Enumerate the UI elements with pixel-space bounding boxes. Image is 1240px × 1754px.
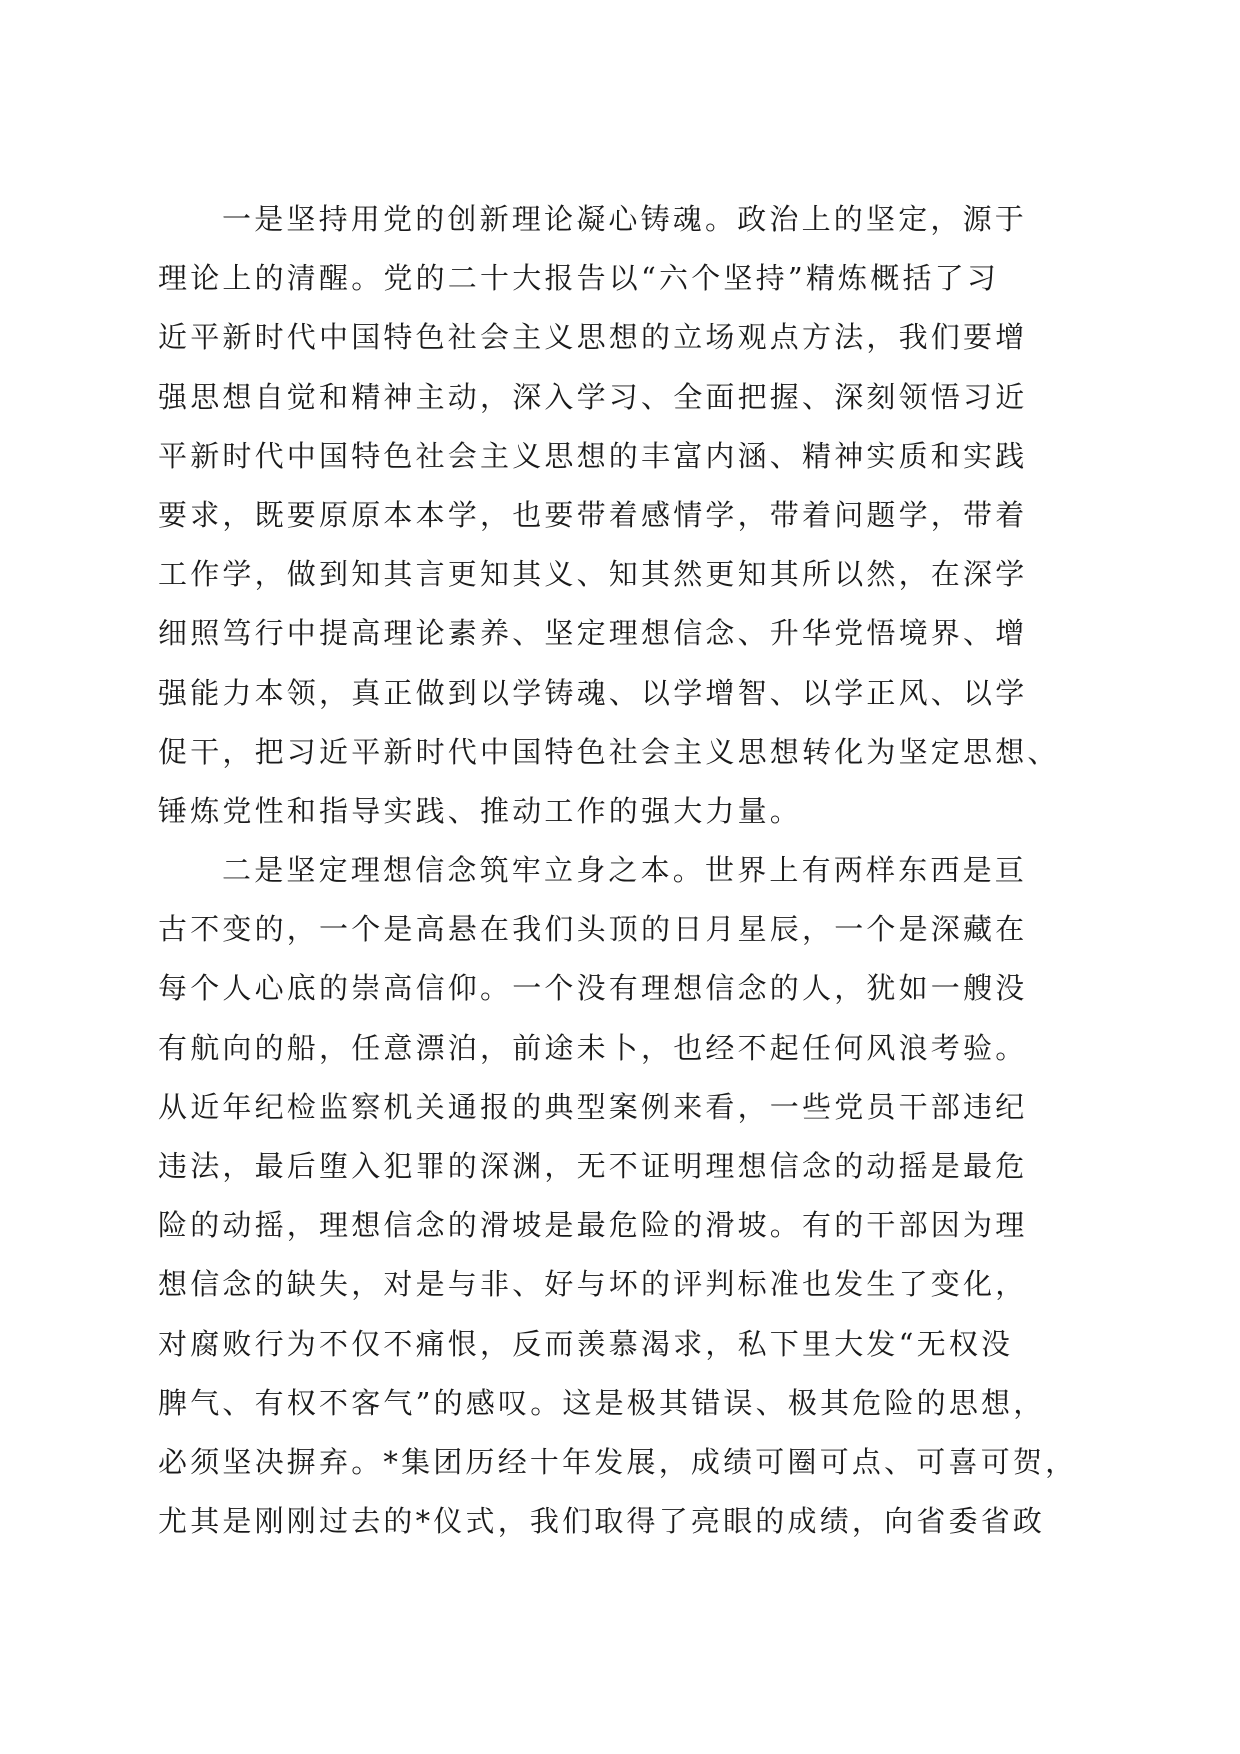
text-line: 每个人心底的崇高信仰。一个没有理想信念的人，犹如一艘没 xyxy=(158,971,1028,1006)
text-line: 平新时代中国特色社会主义思想的丰富内涵、精神实质和实践 xyxy=(158,438,1028,473)
paragraph-2 xyxy=(158,841,1098,1551)
text-line: 古不变的，一个是高悬在我们头顶的日月星辰，一个是深藏在 xyxy=(158,912,1028,947)
text-line: 对腐败行为不仅不痛恨，反而羡慕渴求，私下里大发“无权没 xyxy=(158,1326,1014,1361)
text-line: 想信念的缺失，对是与非、好与坏的评判标准也发生了变化， xyxy=(158,1267,1028,1302)
text-line: 细照笃行中提高理论素养、坚定理想信念、升华党悟境界、增 xyxy=(158,616,1028,651)
text-line: 强思想自觉和精神主动，深入学习、全面把握、深刻领悟习近 xyxy=(158,379,1028,414)
text-line: 锤炼党性和指导实践、推动工作的强大力量。 xyxy=(158,793,803,828)
text-line: 必须坚决摒弃。*集团历经十年发展，成绩可圈可点、可喜可贺， xyxy=(158,1444,1078,1479)
text-line: 强能力本领，真正做到以学铸魂、以学增智、以学正风、以学 xyxy=(158,675,1028,710)
text-line: 近平新时代中国特色社会主义思想的立场观点方法，我们要增 xyxy=(158,320,1028,355)
text-line: 违法，最后堕入犯罪的深渊，无不证明理想信念的动摇是最危 xyxy=(158,1149,1028,1183)
text-line: 脾气、有权不客气”的感叹。这是极其错误、极其危险的思想， xyxy=(158,1385,1046,1420)
text-line: 险的动摇，理想信念的滑坡是最危险的滑坡。有的干部因为理 xyxy=(158,1208,1028,1243)
text-line: 促干，把习近平新时代中国特色社会主义思想转化为坚定思想、 xyxy=(158,734,1060,769)
text-line: 工作学，做到知其言更知其义、知其然更知其所以然，在深学 xyxy=(158,557,1028,592)
text-line: 尤其是刚刚过去的*仪式，我们取得了亮眼的成绩，向省委省政 xyxy=(158,1504,1046,1539)
text-line: 理论上的清醒。党的二十大报告以“六个坚持”精炼概括了习 xyxy=(158,261,1000,296)
text-line: 有航向的船，任意漂泊，前途未卜，也经不起任何风浪考验。 xyxy=(158,1030,1028,1065)
paragraph-1 xyxy=(158,190,1098,841)
text-line: 一是坚持用党的创新理论凝心铸魂。政治上的坚定，源于 xyxy=(222,202,1028,236)
text-line: 要求，既要原原本本学，也要带着感情学，带着问题学，带着 xyxy=(158,497,1028,532)
text-line: 二是坚定理想信念筑牢立身之本。世界上有两样东西是亘 xyxy=(222,853,1028,888)
text-line: 从近年纪检监察机关通报的典型案例来看，一些党员干部违纪 xyxy=(158,1089,1028,1124)
document-body xyxy=(158,190,1098,1551)
